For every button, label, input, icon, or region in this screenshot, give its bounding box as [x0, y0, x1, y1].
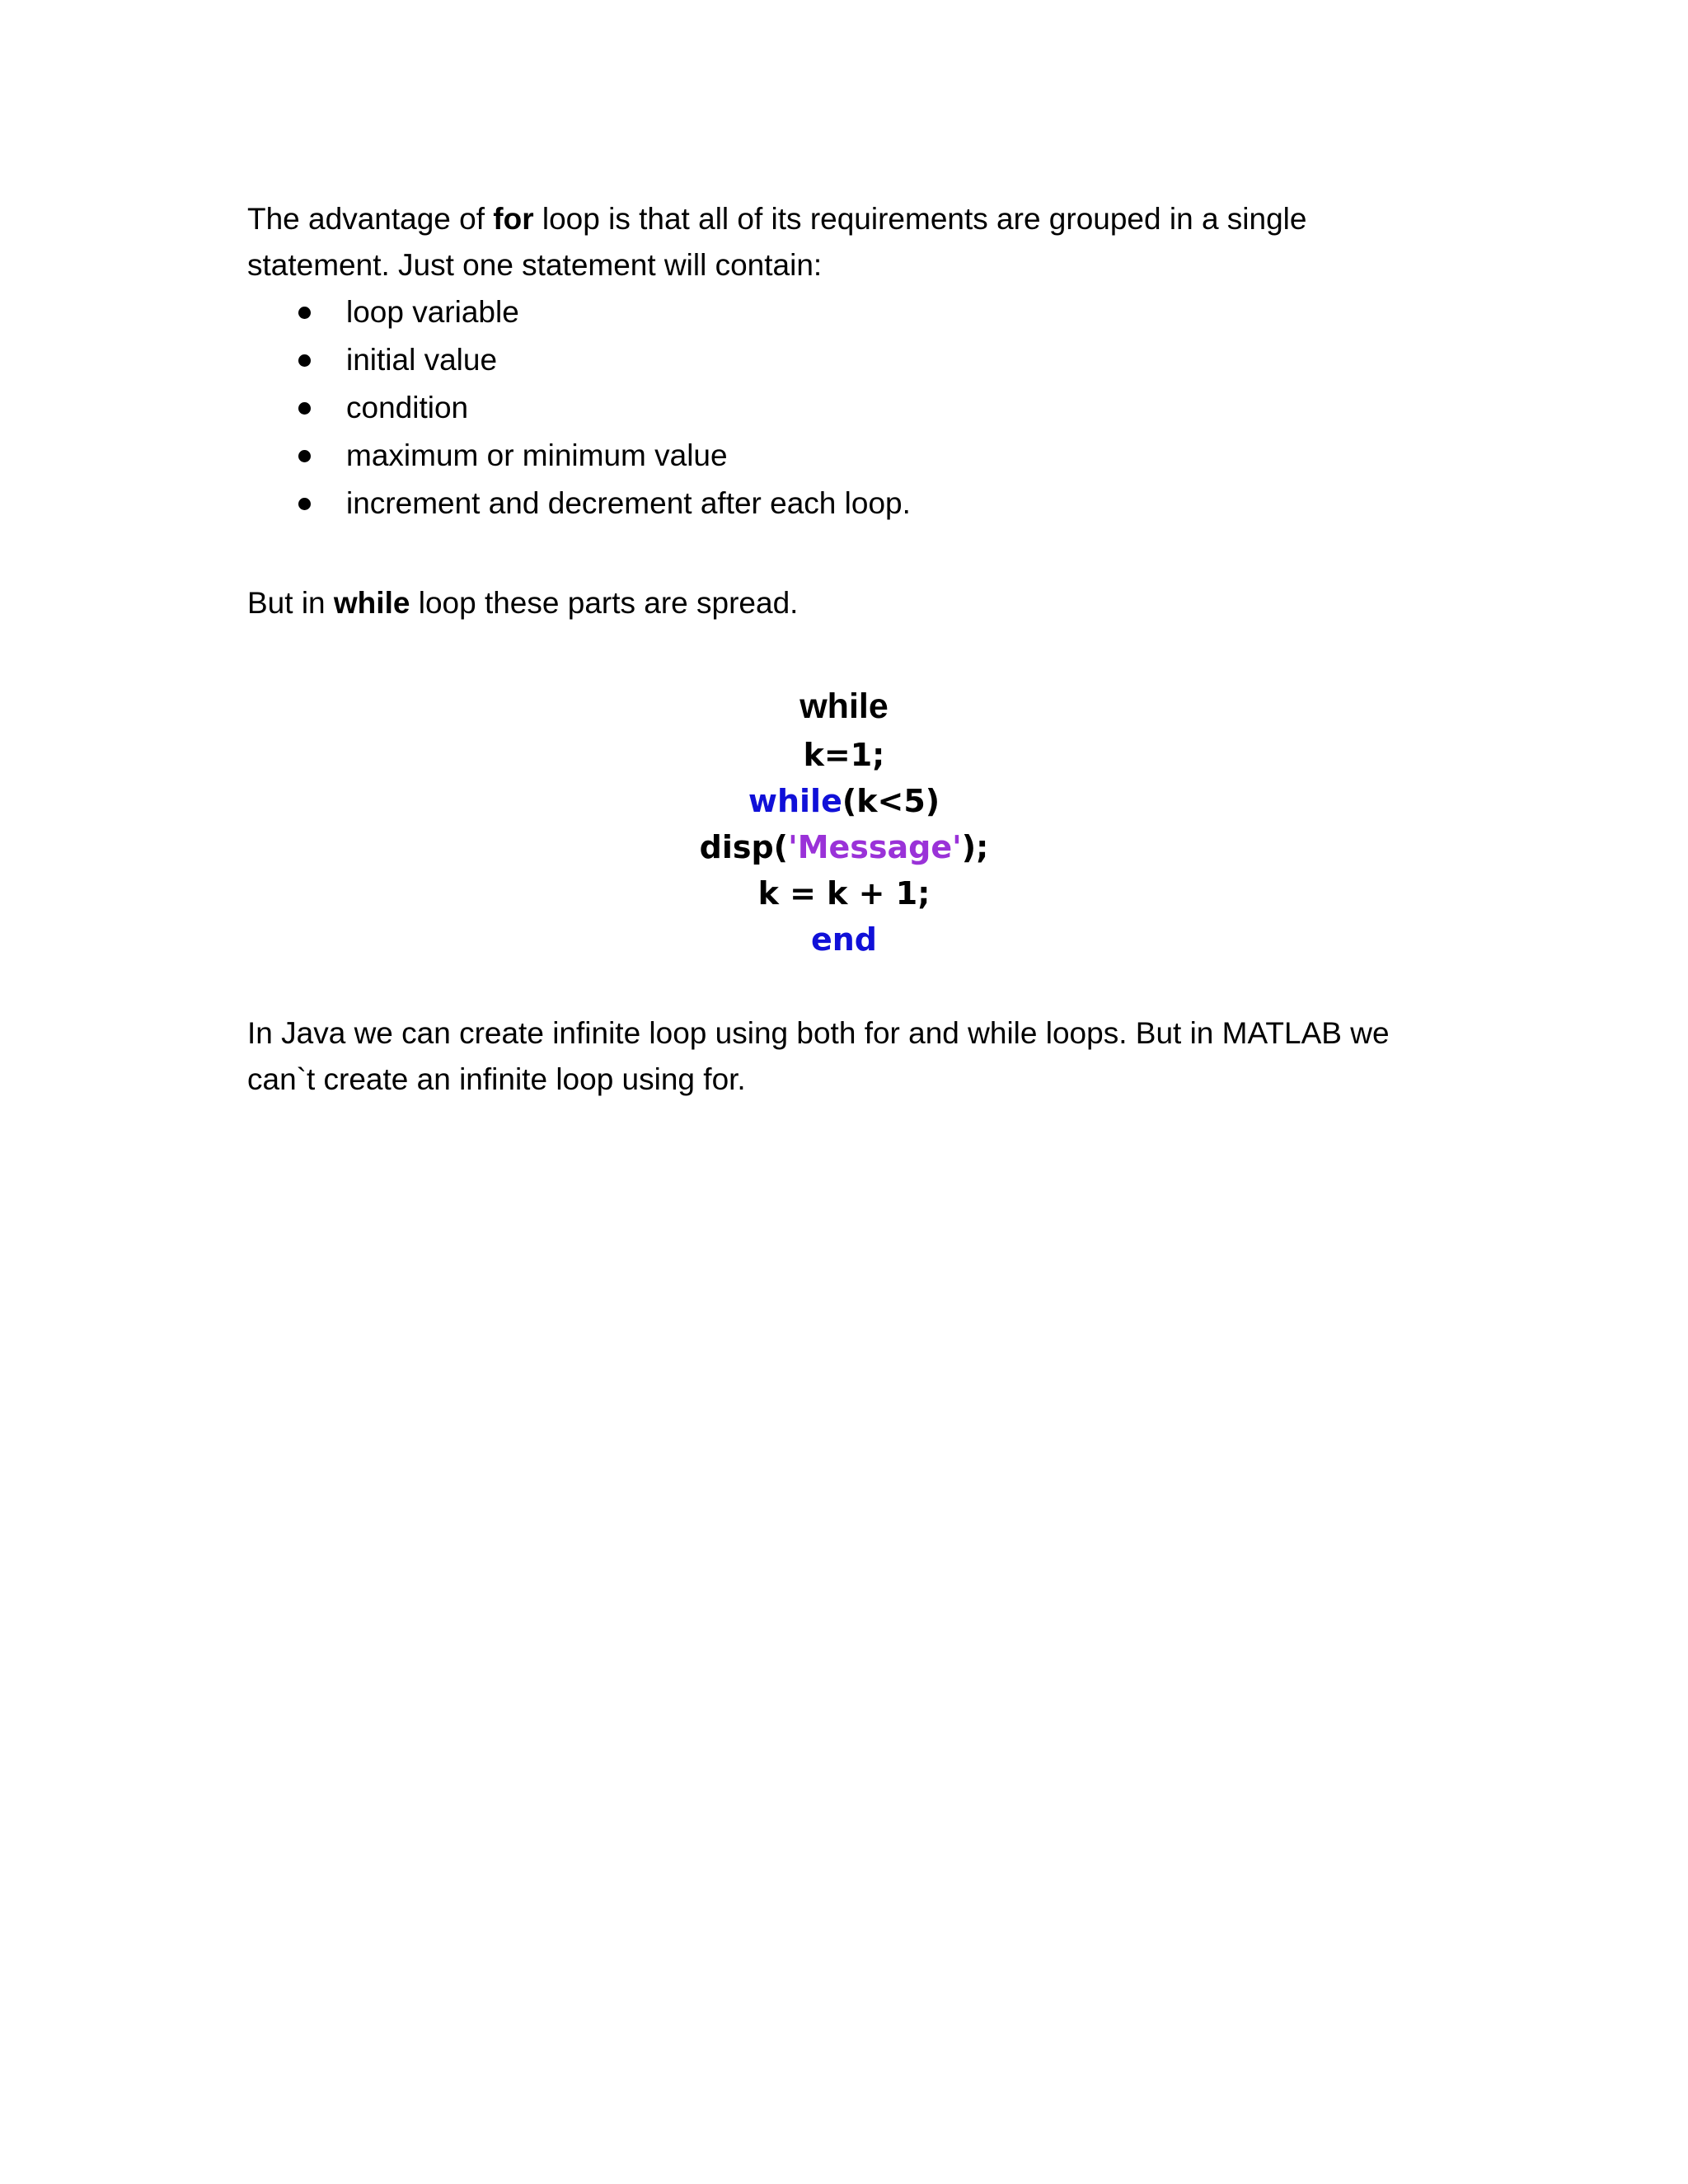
code-title: while: [799, 687, 889, 726]
list-item: [247, 432, 1442, 480]
list-item: [247, 480, 1442, 527]
code-line-2: [0, 778, 1688, 824]
list-item-text: condition: [346, 391, 469, 424]
list-item: [247, 336, 1442, 384]
intro-keyword-for: for: [493, 202, 534, 236]
list-item: [247, 288, 1442, 336]
spacer: [247, 527, 1442, 580]
code-keyword-end: end: [810, 921, 878, 958]
intro-text-end: loop is that all of its requirements are grouped in a single statement. Just one statement will contain:: [247, 202, 1307, 282]
while-text-end: loop these parts are spread.: [410, 586, 799, 620]
code-line-5: [0, 916, 1688, 963]
code-line-3: [0, 824, 1688, 870]
while-text-start: But in: [247, 586, 334, 620]
intro-text-start: The advantage of: [247, 202, 494, 236]
intro-paragraph: [247, 196, 1442, 288]
list-item: [247, 384, 1442, 432]
list-item-text: maximum or minimum value: [346, 438, 728, 472]
code-string-literal: 'Message': [788, 829, 962, 865]
bullet-icon: [298, 402, 311, 415]
list-item-text: initial value: [346, 343, 498, 377]
bullet-icon: [298, 354, 311, 367]
closing-content: [247, 1010, 1442, 1103]
text-content: [247, 196, 1442, 626]
requirements-list: [247, 288, 1442, 527]
closing-paragraph: In Java we can create infinite loop using both for and while loops. But in MATLAB we can`t create an infinite loop using for.: [247, 1016, 1390, 1096]
bullet-icon: [298, 498, 311, 510]
code-condition: (k<5): [842, 783, 940, 819]
code-disp-call: disp(: [699, 829, 789, 865]
list-item-text: increment and decrement after each loop.: [346, 486, 911, 520]
while-keyword: while: [333, 586, 410, 620]
list-item-text: loop variable: [346, 295, 519, 329]
code-line-4: k = k + 1;: [757, 875, 931, 912]
code-disp-close: );: [961, 829, 989, 865]
while-paragraph: [247, 580, 1442, 626]
bullet-icon: [298, 450, 311, 462]
code-example: [0, 681, 1688, 963]
code-keyword-while: while: [748, 783, 842, 819]
code-line-1: k=1;: [803, 737, 885, 773]
bullet-icon: [298, 307, 311, 319]
